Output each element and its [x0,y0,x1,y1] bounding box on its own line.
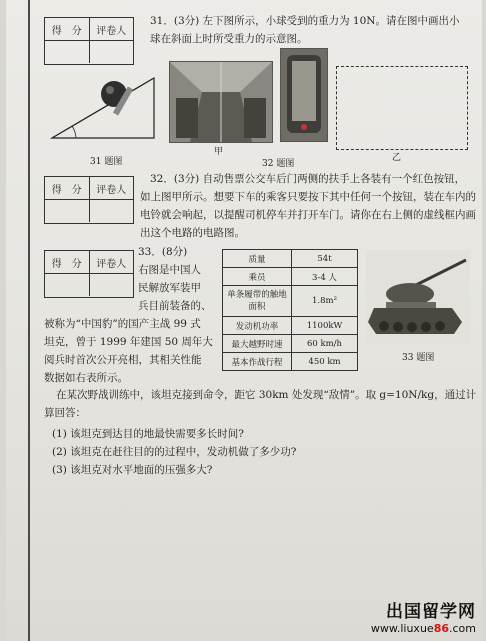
score-label: 得 分 [51,25,82,37]
q32-text-1: 32．(3分) 自动售票公交车后门两侧的扶手上各装有一个红色按钮， [150,173,466,185]
q33-question-2: (2) 该坦克在赶往目的的过程中，发动机做了多少功? [52,446,297,458]
binding-margin-line [28,0,30,641]
q33-line-4: 兵目前装备的、 [138,300,212,312]
tank-photo [366,250,470,344]
table-row: 乘员 3-4 人 [223,268,358,286]
watermark [371,597,476,635]
table-row: 发动机功率 1100kW [223,317,358,335]
q33-line-3: 民解放军装甲 [138,282,201,294]
grader-label: 评卷人 [89,251,134,273]
q33-line-5: 被称为“中国豹”的国产主战 99 式 [44,318,201,330]
q31-caption: 31 题图 [90,157,123,167]
q33-question-3: (3) 该坦克对水平地面的压强多大? [52,464,213,476]
watermark-site-en: www.liuxue86.com [370,622,476,635]
q33-line-7: 阅兵时首次公开亮相，其相关性能 [44,354,202,366]
label-jia: 甲 [214,147,224,157]
score-box-q31 [44,17,134,65]
q32-text-2: 如上图甲所示。想要下车的乘客只要按下其中任何一个按钮，装在车内的 [140,191,476,203]
q33-line-2: 右图是中国人 [138,264,201,276]
score-label: 得 分 [51,258,82,270]
grader-label: 评卷人 [89,177,134,199]
q32-text-3: 电铃就会响起，以提醒司机停车并打开车门。请你在右上侧的虚线框内画 [140,209,476,221]
table-row: 单条履带的触地面积 1.8m² [223,286,358,317]
table-row: 最大越野时速 60 km/h [223,335,358,353]
q33-para-2: 算回答： [44,407,86,419]
tank-spec-table [222,249,358,371]
q33-caption: 33 题图 [402,353,435,363]
circuit-dashed-box [336,66,468,150]
grader-label: 评卷人 [89,18,134,40]
score-box-q33 [44,250,134,298]
q33-line-6: 坦克，曾于 1999 年建国 50 周年大 [44,336,213,348]
incline-ball-figure [50,74,158,142]
q31-text-2: 球在斜面上时所受重力的示意图。 [150,33,308,45]
watermark-site-cn: 出国留学网 [386,602,476,622]
q33-para-1: 在某次野战训练中，该坦克接到命令，距它 30km 处发现“敌情”。取 g=10N/kg，通过计 [56,389,477,401]
exam-page [6,0,482,641]
q32-text-4: 出这个电路的电路图。 [140,227,245,239]
score-label: 得 分 [51,184,82,196]
q33-line-8: 数据如右表所示。 [44,372,128,384]
label-yi: 乙 [392,153,402,163]
table-row: 基本作战行程 450 km [223,353,358,371]
q32-caption: 32 题图 [262,159,295,169]
score-box-q32 [44,176,134,224]
table-row: 质量 54t [223,250,358,268]
q33-question-1: (1) 该坦克到达目的地最快需要多长时间? [52,428,244,440]
q33-line-1: 33．(8分) [138,246,188,258]
q31-text-1: 31．(3分) 左下图所示，小球受到的重力为 10N。请在图中画出小 [150,15,460,27]
bus-door-photo [280,48,328,142]
bus-interior-photo [169,61,273,143]
